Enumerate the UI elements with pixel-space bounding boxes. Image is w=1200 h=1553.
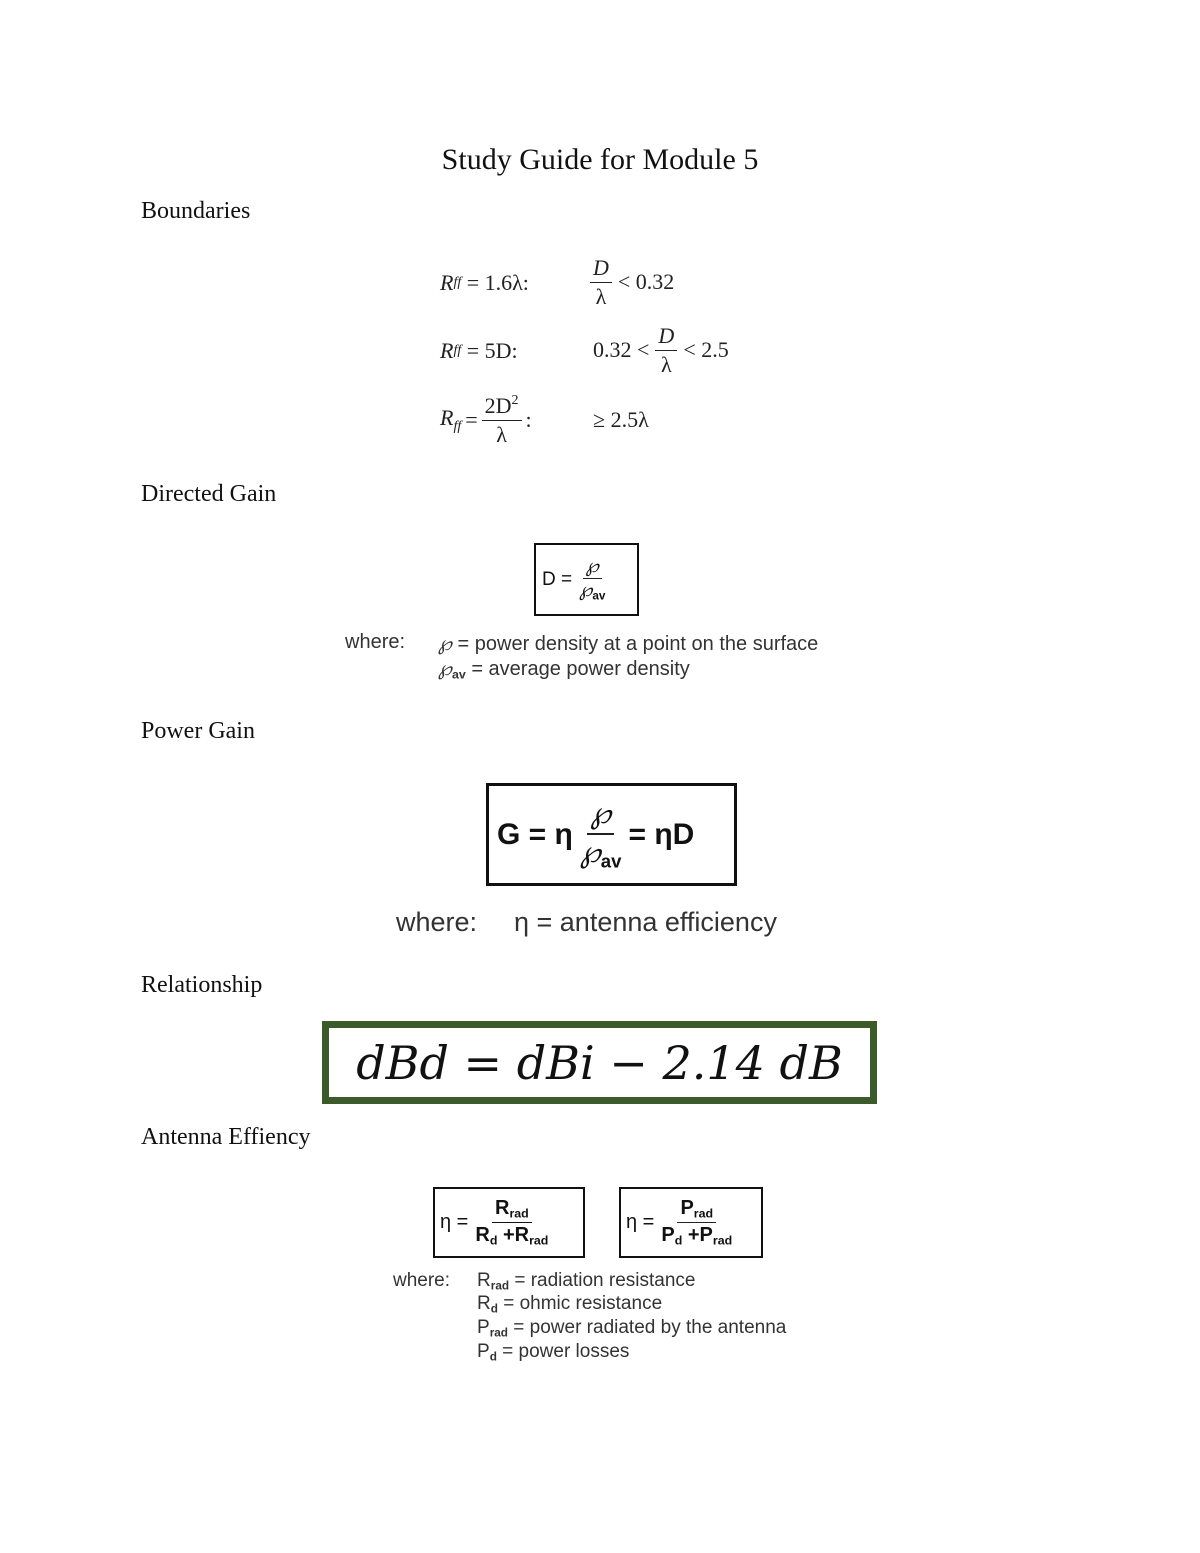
directed-gain-equation: D = $\frac{℘}{℘av}$ <box>534 543 639 616</box>
efficiency-where: where: <box>393 1270 451 1291</box>
boundary-row-3-lhs: $R_{ff}$ = $\frac{2D^2}{\lambda}$ : <box>440 393 532 447</box>
power-gain-def: η = antenna efficiency <box>514 907 777 937</box>
relationship-equation: dBd = dBi − 2.14 dB <box>356 1035 843 1090</box>
page-title: Study Guide for Module 5 <box>441 143 759 176</box>
efficiency-def-rrad: Rrad = radiation resistance <box>477 1270 696 1293</box>
efficiency-def-pd: Pd = power losses <box>477 1341 630 1364</box>
directed-gain-def-1: ℘ = power density at a point on the surface <box>438 631 819 655</box>
heading-relationship: Relationship <box>141 972 263 998</box>
efficiency-power-equation: η = $\frac{\text{Prad}}{\text{Pd +Prad}}$ <box>619 1187 763 1258</box>
boundary-row-2-lhs: R ff = 5D: <box>440 338 518 363</box>
heading-antenna-efficiency: Antenna Effiency <box>141 1124 311 1150</box>
efficiency-resistance-equation: η = $\frac{\text{Rrad}}{\text{Rd +Rrad}}$ <box>433 1187 585 1258</box>
efficiency-def-rd: Rd = ohmic resistance <box>477 1293 663 1316</box>
heading-boundaries: Boundaries <box>141 198 251 224</box>
relationship-equation-box <box>322 1021 877 1104</box>
directed-gain-def-2: ℘av = average power density <box>438 656 690 682</box>
boundary-row-1-lhs: R ff = 1.6λ: <box>440 270 529 295</box>
power-gain-where: where: <box>396 907 478 937</box>
power-gain-equation: G = η $\frac{℘}{℘av}$ = ηD <box>486 783 737 886</box>
heading-power-gain: Power Gain <box>141 718 255 744</box>
heading-directed-gain: Directed Gain <box>141 481 277 507</box>
boundary-row-3-condition: ≥ 2.5λ <box>593 407 649 432</box>
directed-gain-where: where: <box>345 631 406 653</box>
boundary-row-1-condition: $\frac{D}{\lambda}$ < 0.32 <box>590 252 674 312</box>
boundary-row-2-condition: 0.32 < $\frac{D}{\lambda}$ < 2.5 <box>593 323 729 377</box>
efficiency-def-prad: Prad = power radiated by the antenna <box>477 1317 787 1340</box>
